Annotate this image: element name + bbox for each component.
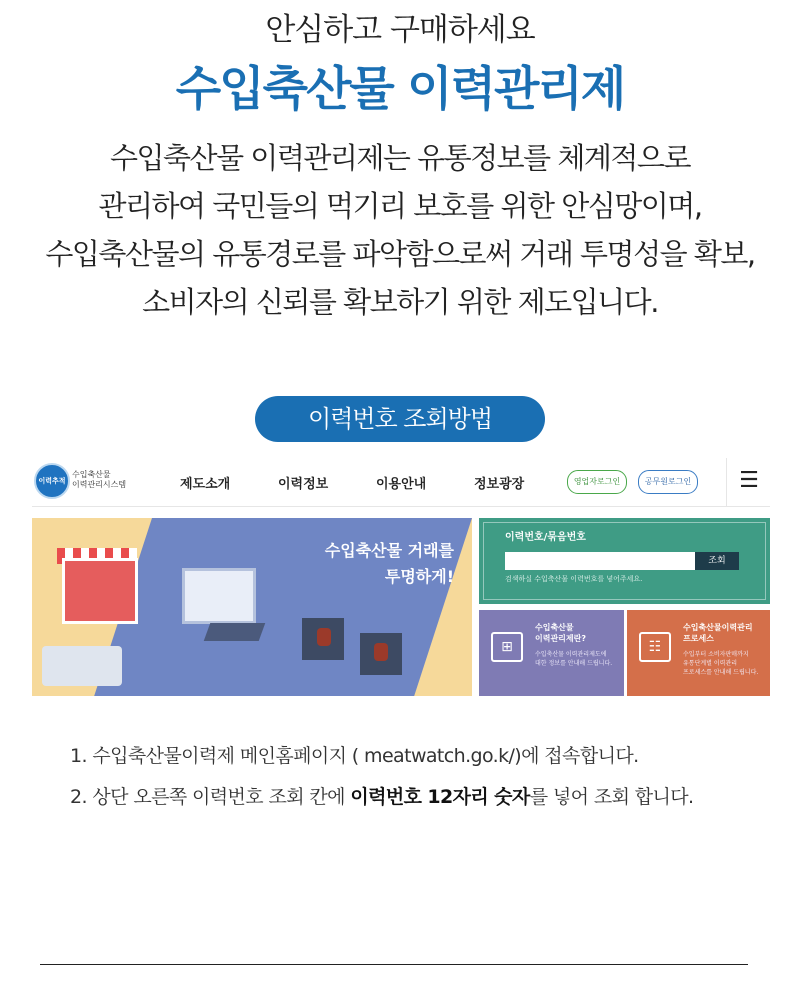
page-title: 수입축산물 이력관리제 (175, 62, 625, 117)
search-hint: 검색하실 수입축산물 이력번호를 넣어주세요. (505, 575, 643, 583)
hamburger-menu-icon[interactable]: ☰ (726, 458, 771, 506)
section-pill: 이력번호 조회방법 (255, 396, 545, 442)
card-desc-line: 대한 정보를 안내해 드립니다. (535, 660, 613, 667)
process-card[interactable] (627, 610, 770, 696)
nav-menu-intro[interactable]: 제도소개 (180, 477, 231, 492)
nav-menu-trace-info[interactable]: 이력정보 (278, 477, 329, 492)
hero-banner (32, 518, 472, 696)
site-logo-text[interactable] (72, 470, 126, 490)
card-title-line: 수입축산물 (535, 623, 574, 632)
card-title (683, 622, 753, 644)
card-title-line: 프로세스 (683, 634, 714, 643)
intro-line: 수입축산물 이력관리제는 유통정보를 체계적으로 (110, 141, 690, 175)
banner-line: 수입축산물 거래를 (324, 541, 454, 560)
intro-line: 소비자의 신뢰를 확보하기 위한 제도입니다. (142, 285, 658, 319)
trace-number-input[interactable] (505, 552, 695, 570)
instruction-steps (70, 736, 693, 818)
card-desc-line: 유통단계별 이력관리 (683, 660, 738, 667)
step-2-prefix: 2. 상단 오른쪽 이력번호 조회 칸에 (70, 786, 351, 808)
step-2 (70, 777, 693, 818)
card-title-line: 수입축산물이력관리 (683, 623, 753, 632)
card-desc-line: 수입부터 소비자판매까지 (683, 651, 749, 658)
meat-illustration (374, 643, 388, 661)
about-system-card[interactable] (479, 610, 624, 696)
card-title-line: 이력관리제란? (535, 634, 587, 643)
official-login-button[interactable]: 공무원로그인 (638, 470, 698, 494)
nav-menu-info-plaza[interactable]: 정보광장 (474, 477, 525, 492)
logo-line: 수입축산물 (72, 470, 111, 479)
meat-illustration (317, 628, 331, 646)
card-desc-line: 프로세스를 안내해 드립니다. (683, 669, 759, 676)
step-2-highlight: 이력번호 12자리 숫자 (350, 786, 530, 808)
trace-search-panel (479, 518, 770, 604)
search-label: 이력번호/묶음번호 (505, 532, 586, 543)
card-description (683, 650, 758, 677)
truck-illustration (42, 646, 122, 686)
site-nav (32, 458, 770, 507)
monitor-icon: ⊞ (491, 632, 523, 662)
nav-menu-guide[interactable]: 이용안내 (376, 477, 427, 492)
site-screenshot (32, 458, 770, 696)
laptop-illustration (204, 623, 266, 641)
person-board-icon: ☷ (639, 632, 671, 662)
logo-line: 이력관리시스템 (72, 480, 127, 489)
card-description (535, 650, 612, 668)
card-desc-line: 수입축산물 이력관리제도에 (535, 651, 607, 658)
banner-line: 투명하게! (384, 567, 454, 586)
logo-badge-icon[interactable]: 이력추적 (34, 463, 70, 499)
monitor-illustration (182, 568, 256, 624)
intro-line: 관리하여 국민들의 먹기리 보호를 위한 안심망이며, (98, 189, 702, 223)
step-2-suffix: 를 넣어 조회 합니다. (529, 786, 694, 808)
subheading: 안심하고 구매하세요 (265, 12, 535, 48)
intro-paragraph (0, 134, 800, 326)
step-1: 1. 수입축산물이력제 메인홈페이지 ( meatwatch.go.k/)에 접속합니다. (70, 745, 639, 767)
bottom-divider (40, 964, 748, 965)
business-login-button[interactable]: 영업자로그인 (567, 470, 627, 494)
banner-copy (325, 538, 454, 590)
search-button[interactable]: 조회 (695, 552, 739, 570)
intro-line: 수입축산물의 유통경로를 파악함으로써 거래 투명성을 확보, (45, 237, 755, 271)
card-title (535, 622, 586, 644)
store-illustration (62, 558, 138, 624)
